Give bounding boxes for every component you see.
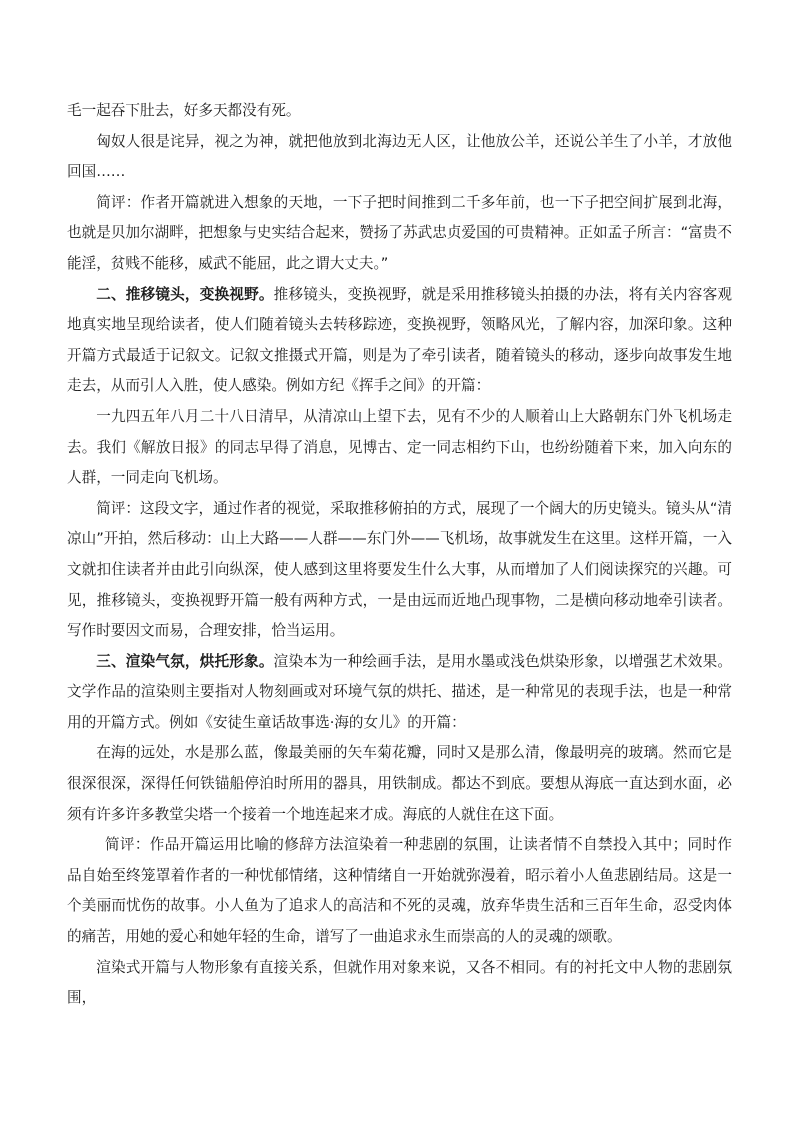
paragraph-review-3 <box>67 830 732 952</box>
section-heading: 二、推移镜头，变换视野。 <box>96 285 274 303</box>
paragraph-xiongnu <box>67 127 732 188</box>
paragraph-text: 推移镜头，变换视野，就是采用推移镜头拍摄的办法，将有关内容客观地真实地呈现给读者，使人们随着镜头去转移踪迹，变换视野，领略风光，了解内容，加深印象。这种开篇方式最适于记叙文。记叙文推摄式开篇，则是为了牵引读者，随着镜头的移动，逐步向故事发生地走去，从而引人入胜，使人感染。例如方纪《挥手之间》的开篇： <box>67 285 732 395</box>
paragraph-text: 在海的远处，水是那么蓝，像最美丽的矢车菊花瓣，同时又是那么清，像最明亮的玻璃。然而它是很深很深，深得任何铁锚船停泊时所用的器具，用铁制成。都达不到底。要想从海底一直达到水面，必须有许多许多教堂尖塔一个接着一个地连起来才成。海底的人就住在这下面。 <box>67 744 732 823</box>
paragraph-text: 渲染本为一种绘画手法，是用水墨或浅色烘染形象，以增强艺术效果。文学作品的渲染则主要指对人物刻画或对环境气氛的烘托、描述，是一种常见的表现手法，也是一种常用的开篇方式。例如《安徒生童话故事选·海的女儿》的开篇： <box>67 652 732 731</box>
paragraph-text: 渲染式开篇与人物形象有直接关系，但就作用对象来说，又各不相同。有的衬托文中人物的悲剧氛围， <box>67 958 732 1007</box>
paragraph-text: 简评：作者开篇就进入想象的天地，一下子把时间推到二千多年前，也一下子把空间扩展到北海，也就是贝加尔湖畔，把想象与史实结合起来，赞扬了苏武忠贞爱国的可贵精神。正如孟子所言：“富贵不能淫，贫贱不能移，威武不能屈，此之谓大丈夫。” <box>67 193 732 272</box>
paragraph-text: 一九四五年八月二十八日清早，从清凉山上望下去，见有不少的人顺着山上大路朝东门外飞机场走去。我们《解放日报》的同志早得了消息，见博古、定一同志相约下山，也纷纷随着下来，加入向东的人群，一同走向飞机场。 <box>67 407 732 487</box>
paragraph-quote-sea <box>67 738 732 830</box>
paragraph-review-2 <box>67 494 732 647</box>
section-two <box>67 280 732 402</box>
paragraph-review-1 <box>67 188 732 280</box>
section-heading: 三、渲染气氛，烘托形象。 <box>96 652 274 670</box>
paragraph-continuation <box>67 96 732 127</box>
paragraph-text: 简评：这段文字，通过作者的视觉，采取推移俯拍的方式，展现了一个阔大的历史镜头。镜头从“清凉山”开拍，然后移动：山上大路——人群——东门外——飞机场，故事就发生在这里。这样开篇，一入文就扣住读者并由此引向纵深，使人感到这里将要发生什么大事，从而增加了人们阅读探究的兴趣。可见，推移镜头，变换视野开篇一般有两种方式，一是由远而近地凸现事物，二是横向移动地牵引读者。写作时要因文而易，合理安排，恰当运用。 <box>67 499 732 640</box>
paragraph-quote-1945 <box>67 402 732 494</box>
paragraph-text: 匈奴人很是诧异，视之为神，就把他放到北海边无人区，让他放公羊，还说公羊生了小羊，才放他回国…… <box>67 132 732 181</box>
section-three <box>67 647 732 739</box>
document-page <box>67 96 732 1014</box>
paragraph-text: 简评：作品开篇运用比喻的修辞方法渲染着一种悲剧的氛围，让读者情不自禁投入其中；同时作品自始至终笼罩着作者的一种忧郁情绪，这种情绪自一开始就弥漫着，昭示着小人鱼悲剧结局。这是一个美丽而忧伤的故事。小人鱼为了追求人的高洁和不死的灵魂，放弃华贵生活和三百年生命，忍受肉体的痛苦，用她的爱心和她年轻的生命，谱写了一曲追求永生而崇高的人的灵魂的颂歌。 <box>67 836 732 946</box>
paragraph-rendering <box>67 953 732 1014</box>
paragraph-text: 毛一起吞下肚去，好多天都没有死。 <box>67 102 301 119</box>
